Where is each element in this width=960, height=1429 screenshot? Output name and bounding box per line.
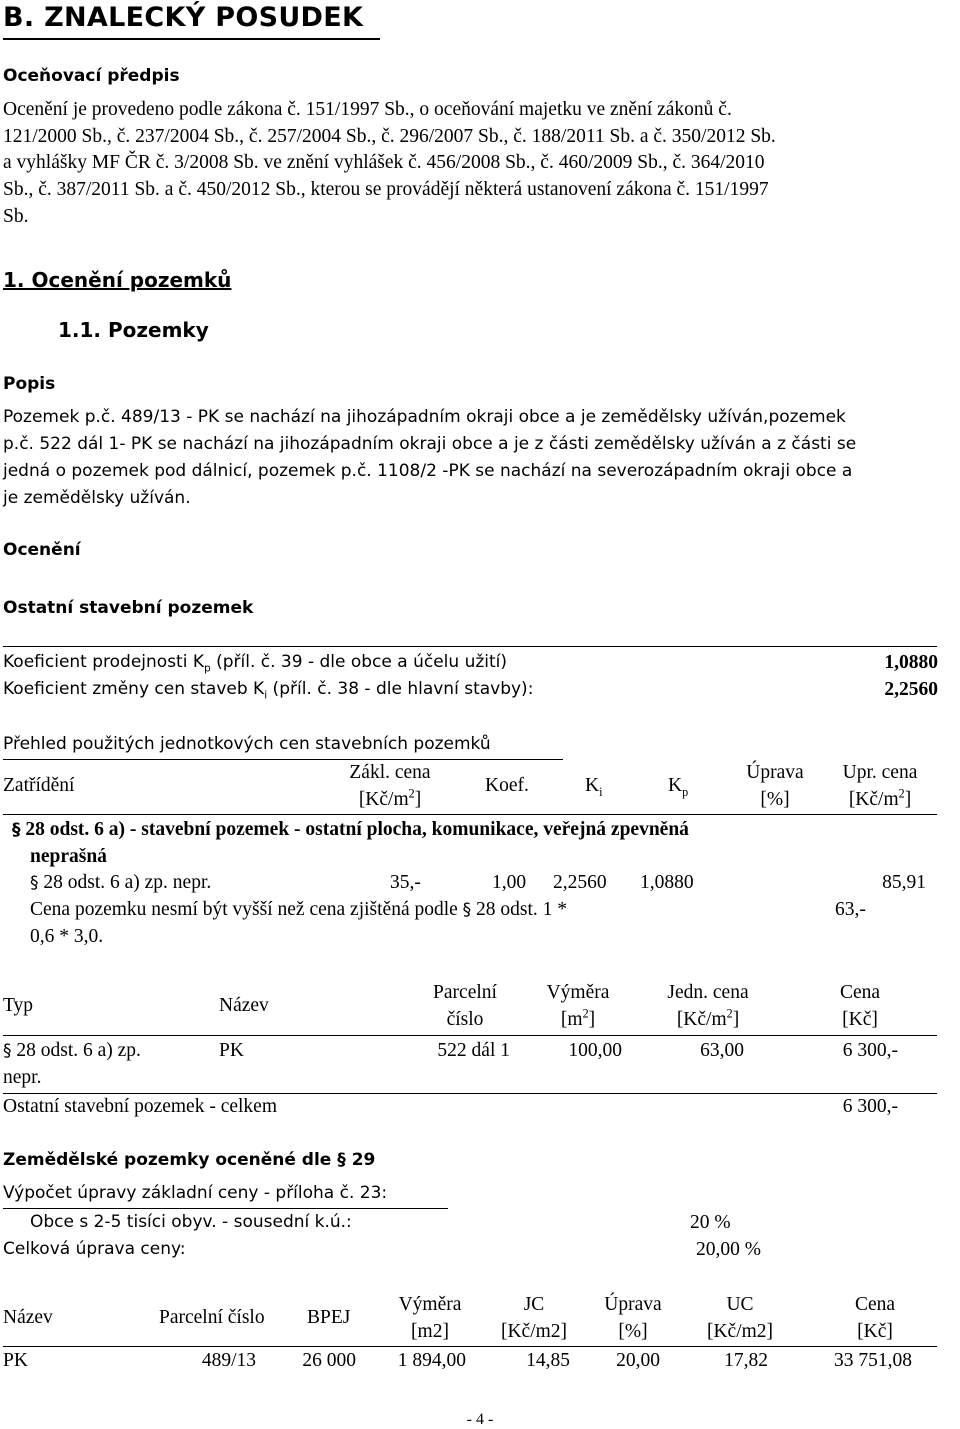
land-header-vymera-unit: $[m^2]$ bbox=[560, 1006, 596, 1030]
header-uprava-unit: [%] bbox=[760, 789, 790, 810]
agri-header-uc: UC bbox=[726, 1294, 754, 1315]
land-row-typ: § 28 odst. 6 a) zp. bbox=[3, 1040, 141, 1061]
unit-prices-header-rule bbox=[3, 814, 937, 815]
category-line: § 28 odst. 6 a) - stavební pozemek - ostatní plocha, komunikace, veřejná zpevněná bbox=[12, 819, 689, 840]
limit-note: Cena pozemku nesmí být vyšší než cena zjištěná podle § 28 odst. 1 * bbox=[30, 899, 568, 920]
agri-header-bpej: BPEJ bbox=[307, 1307, 351, 1328]
land-header-parcelni-2: číslo bbox=[446, 1009, 484, 1030]
land-row-cena: 6 300,- bbox=[842, 1040, 898, 1061]
agri-row-vymera: 1 894,00 bbox=[397, 1350, 466, 1371]
land-row-vymera: 100,00 bbox=[568, 1040, 622, 1061]
agri-heading: Zemědělské pozemky oceněné dle § 29 bbox=[3, 1150, 376, 1170]
agri-item-label: Obce s 2-5 tisíci obyv. - sousední k.ú.: bbox=[30, 1212, 352, 1232]
agri-row-jc: 14,85 bbox=[526, 1350, 570, 1371]
header-zatrideni: Zatřídění bbox=[3, 775, 75, 796]
agri-row-uprava: 20,00 bbox=[616, 1350, 660, 1371]
coefficient-value: 2,2560 bbox=[884, 679, 938, 700]
land-header-vymera: Výměra bbox=[546, 982, 610, 1003]
land-total-value: 6 300,- bbox=[842, 1096, 898, 1117]
agri-header-cena: Cena bbox=[854, 1294, 896, 1315]
header-kp: $K_p$ bbox=[668, 775, 689, 799]
land-row-rule bbox=[3, 1093, 937, 1094]
land-header-cena-unit: [Kč] bbox=[842, 1009, 878, 1030]
pricing-basis-line: Sb., č. 387/2011 Sb. a č. 450/2012 Sb., kterou se provádějí některá ustanovení zákona č. 151/1997 bbox=[3, 179, 769, 200]
agri-header-vymera-unit: [m2] bbox=[411, 1321, 449, 1342]
other-land-heading: Ostatní stavební pozemek bbox=[3, 598, 254, 618]
description-line: jedná o pozemek pod dálnicí, pozemek p.č. 1108/2 -PK se nachází na severozápadním okraji obce a bbox=[3, 461, 853, 481]
subsection-heading: 1.1. Pozemky bbox=[58, 318, 209, 342]
land-row-jedn: 63,00 bbox=[700, 1040, 744, 1061]
coefficients-top-rule bbox=[3, 646, 937, 647]
agri-calc-label: Výpočet úpravy základní ceny - příloha č. 23: bbox=[3, 1183, 388, 1203]
header-uprava: Úprava bbox=[746, 762, 804, 783]
header-ki: $K_i$ bbox=[585, 775, 603, 799]
land-header-typ: Typ bbox=[3, 995, 34, 1016]
agri-header-parcelni: Parcelní číslo bbox=[159, 1307, 265, 1328]
description-line: je zemědělsky užíván. bbox=[3, 488, 191, 508]
coefficient-label: Koeficient změny cen staveb $K_i$ (příl. č. 38 - dle hlavní stavby): bbox=[3, 679, 534, 702]
document-title: B. ZNALECKÝ POSUDEK bbox=[3, 2, 364, 33]
header-zakl-unit: $[Kč/m^2]$ bbox=[358, 786, 422, 810]
agri-header-vymera: Výměra bbox=[398, 1294, 462, 1315]
description-line: Pozemek p.č. 489/13 - PK se nachází na jihozápadním okraji obce a je zemědělsky užíván,pozemek bbox=[3, 407, 846, 427]
pricing-basis-line: 121/2000 Sb., č. 237/2004 Sb., č. 257/2004 Sb., č. 296/2007 Sb., č. 188/2011 Sb. a č. 350/2012 Sb. bbox=[3, 126, 776, 147]
unit-price-row-name: § 28 odst. 6 a) zp. nepr. bbox=[30, 872, 212, 893]
coefficient-label: Koeficient prodejnosti $K_p$ (příl. č. 39 - dle obce a účelu užití) bbox=[3, 652, 508, 675]
land-row-parcelni: 522 dál 1 bbox=[437, 1040, 510, 1061]
header-upr-cena: Upr. cena bbox=[842, 762, 918, 783]
agri-total-label: Celková úprava ceny: bbox=[3, 1239, 186, 1259]
agri-calc-rule bbox=[3, 1208, 448, 1209]
land-header-jedn-unit: $[Kč/m^2]$ bbox=[676, 1006, 740, 1030]
unit-prices-heading: Přehled použitých jednotkových cen stavebních pozemků bbox=[3, 734, 491, 754]
land-row-typ-2: nepr. bbox=[3, 1067, 42, 1088]
unit-prices-rule bbox=[3, 759, 563, 760]
agri-header-jc: JC bbox=[523, 1294, 545, 1315]
agri-row-parcelni: 489/13 bbox=[201, 1350, 256, 1371]
agri-header-cena-unit: [Kč] bbox=[857, 1321, 893, 1342]
coefficient-value: 1,0880 bbox=[884, 652, 938, 673]
land-header-jedn: Jedn. cena bbox=[667, 982, 749, 1003]
pricing-basis-line: a vyhlášky MF ČR č. 3/2008 Sb. ve znění vyhlášek č. 456/2008 Sb., č. 460/2009 Sb., č. 364/2010 bbox=[3, 152, 765, 173]
agri-row-bpej: 26 000 bbox=[302, 1350, 356, 1371]
agri-header-uprava-unit: [%] bbox=[618, 1321, 648, 1342]
agri-total-value: 20,00 % bbox=[696, 1239, 761, 1260]
agri-row-uc: 17,82 bbox=[724, 1350, 768, 1371]
agri-header-uprava: Úprava bbox=[604, 1294, 662, 1315]
unit-price-row-kp: 1,0880 bbox=[640, 872, 694, 893]
pricing-basis-line: Sb. bbox=[3, 206, 29, 227]
unit-price-row-koef: 1,00 bbox=[492, 872, 527, 893]
unit-price-row-ki: 2,2560 bbox=[553, 872, 607, 893]
land-header-nazev: Název bbox=[219, 995, 269, 1016]
section-heading: 1. Ocenění pozemků bbox=[3, 268, 232, 292]
category-line: neprašná bbox=[30, 846, 107, 867]
agri-header-nazev: Název bbox=[3, 1307, 53, 1328]
land-header-rule bbox=[3, 1035, 937, 1036]
agri-row-cena: 33 751,08 bbox=[834, 1350, 912, 1371]
agri-header-uc-unit: [Kč/m2] bbox=[706, 1321, 774, 1342]
land-total-label: Ostatní stavební pozemek - celkem bbox=[3, 1096, 277, 1117]
agri-header-rule bbox=[3, 1346, 937, 1347]
pricing-basis-heading: Oceňovací předpis bbox=[3, 66, 180, 86]
title-underline bbox=[3, 38, 380, 40]
unit-price-row-upr: 85,91 bbox=[882, 872, 926, 893]
popis-label: Popis bbox=[3, 374, 56, 394]
land-header-parcelni: Parcelní bbox=[433, 982, 497, 1003]
page-number: - 4 - bbox=[466, 1411, 494, 1428]
header-zakl-cena: Zákl. cena bbox=[349, 762, 431, 783]
agri-row-nazev: PK bbox=[3, 1350, 28, 1371]
agri-header-jc-unit: [Kč/m2] bbox=[500, 1321, 568, 1342]
limit-note-cont: 0,6 * 3,0. bbox=[30, 926, 104, 947]
agri-item-value: 20 % bbox=[690, 1212, 731, 1233]
land-header-cena: Cena bbox=[839, 982, 881, 1003]
pricing-basis-line: Ocenění je provedeno podle zákona č. 151/1997 Sb., o oceňování majetku ve znění zákonů č. bbox=[3, 99, 732, 120]
description-line: p.č. 522 dál 1- PK se nachází na jihozápadním okraji obce a je z části zemědělsky užíván a z části se bbox=[3, 434, 857, 454]
limit-value: 63,- bbox=[835, 899, 866, 920]
unit-price-row-zakl: 35,- bbox=[390, 872, 421, 893]
valuation-label: Ocenění bbox=[3, 540, 81, 560]
header-upr-unit: $[Kč/m^2]$ bbox=[848, 786, 912, 810]
header-koef: Koef. bbox=[485, 775, 529, 796]
land-row-nazev: PK bbox=[219, 1040, 244, 1061]
